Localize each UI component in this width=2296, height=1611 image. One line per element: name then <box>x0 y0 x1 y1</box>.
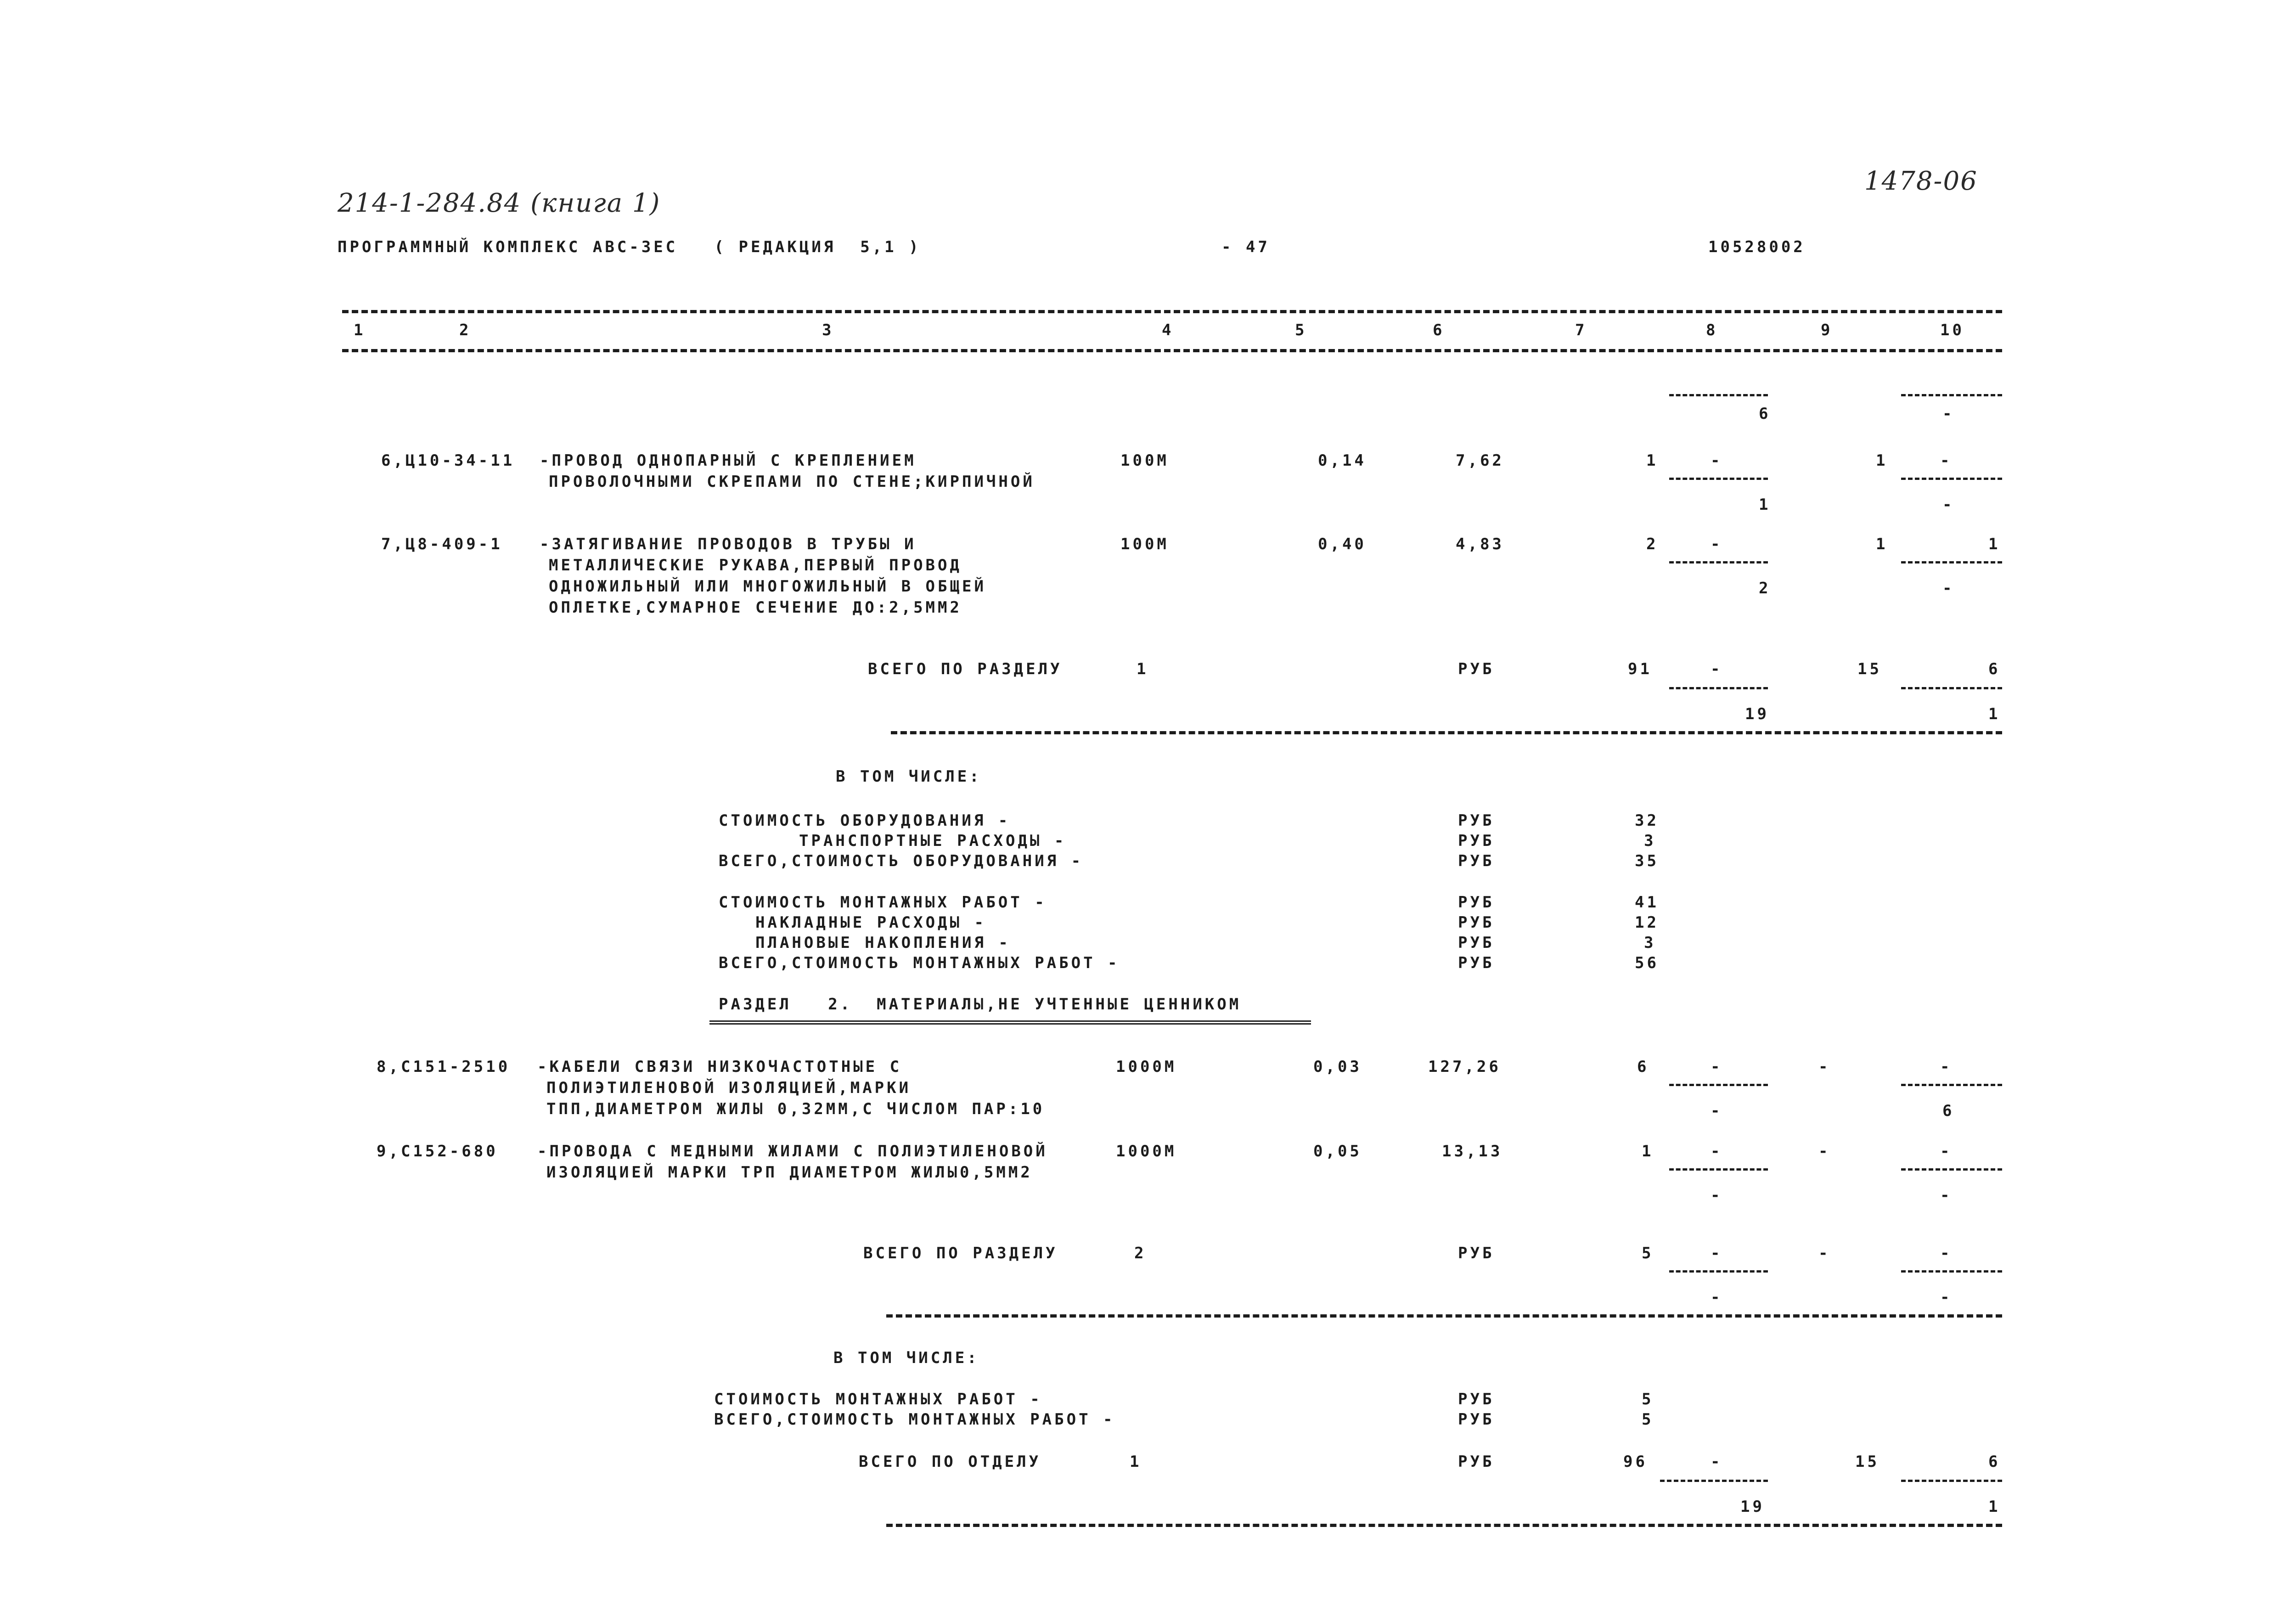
col8-sub-rule <box>1669 478 1768 480</box>
total-col9: 15 <box>1857 660 1882 678</box>
row-col10: 1 <box>1988 535 2001 553</box>
including-unit: РУБ <box>1458 893 1495 912</box>
page-number: - 47 <box>1221 238 1270 256</box>
including-unit: РУБ <box>1458 811 1495 830</box>
total-col10: 6 <box>1988 1453 2001 1471</box>
col10-sub-rule <box>1901 478 2002 480</box>
row-unit: 100М <box>1120 535 1169 553</box>
including-label: СТОИМОСТЬ ОБОРУДОВАНИЯ - <box>719 811 1011 830</box>
including-value: 3 <box>1644 934 1656 952</box>
total-col7: 91 <box>1628 660 1652 678</box>
row-quantity: 0,05 <box>1313 1142 1362 1160</box>
col-header: 7 <box>1575 321 1587 339</box>
total-col4: 1 <box>1137 660 1149 678</box>
total-label: ВСЕГО ПО РАЗДЕЛУ <box>868 660 1063 678</box>
including-label: ВСЕГО,СТОИМОСТЬ МОНТАЖНЫХ РАБОТ - <box>719 954 1120 972</box>
row-col8: - <box>1711 535 1723 553</box>
row-price: 4,83 <box>1456 535 1504 553</box>
total-col8-sub: - <box>1711 1288 1723 1307</box>
row-col8-sub: 1 <box>1759 496 1771 514</box>
row-description: -КАБЕЛИ СВЯЗИ НИЗКОЧАСТОТНЫЕ С <box>537 1058 902 1076</box>
row-col10-sub: - <box>1940 1186 1953 1205</box>
row-description: ОДНОЖИЛЬНЫЙ ИЛИ МНОГОЖИЛЬНЫЙ В ОБЩЕЙ <box>549 577 986 596</box>
row-quantity: 0,14 <box>1318 451 1367 470</box>
including-unit: РУБ <box>1458 832 1495 850</box>
col-header: 2 <box>459 321 472 339</box>
row-col8: - <box>1711 451 1723 470</box>
total-col4: 1 <box>1130 1453 1142 1471</box>
including-value: 5 <box>1642 1390 1654 1408</box>
total-col8: - <box>1711 660 1723 678</box>
col-header: 4 <box>1162 321 1174 339</box>
col10-sub-rule <box>1901 1480 2002 1482</box>
col8-sub-rule <box>1669 1270 1768 1273</box>
row-col10-sub: - <box>1942 496 1955 514</box>
row-description: -ПРОВОД ОДНОПАРНЫЙ С КРЕПЛЕНИЕМ <box>540 451 917 470</box>
including-heading: В ТОМ ЧИСЛЕ: <box>833 1349 979 1367</box>
section-title-underline <box>709 1020 1311 1025</box>
col10-sub-rule <box>1901 1168 2002 1171</box>
total-col8: - <box>1711 1453 1723 1471</box>
row-col7: 6 <box>1637 1058 1649 1076</box>
total-label: ВСЕГО ПО РАЗДЕЛУ <box>863 1244 1058 1262</box>
row-quantity: 0,40 <box>1318 535 1367 553</box>
including-value: 32 <box>1635 811 1659 830</box>
including-label: СТОИМОСТЬ МОНТАЖНЫХ РАБОТ - <box>719 893 1047 912</box>
col8-sub-rule <box>1669 1168 1768 1171</box>
row-col8-sub: 2 <box>1759 579 1771 597</box>
row-number: 7,Ц8-409-1 <box>381 535 503 553</box>
row-col8: - <box>1711 1142 1723 1160</box>
including-unit: РУБ <box>1458 913 1495 932</box>
including-label: ВСЕГО,СТОИМОСТЬ МОНТАЖНЫХ РАБОТ - <box>714 1410 1115 1429</box>
total-col9: - <box>1818 1244 1831 1262</box>
row-price: 13,13 <box>1442 1142 1503 1160</box>
col-header: 3 <box>822 321 834 339</box>
row-col9: - <box>1818 1058 1831 1076</box>
row-col9: - <box>1818 1142 1831 1160</box>
row-number: 6,Ц10-34-11 <box>381 451 515 470</box>
including-value: 56 <box>1635 954 1659 972</box>
total-col9: 15 <box>1855 1453 1880 1471</box>
row-description: ПОЛИЭТИЛЕНОВОЙ ИЗОЛЯЦИЕЙ,МАРКИ <box>546 1079 912 1097</box>
row-description: ПРОВОЛОЧНЫМИ СКРЕПАМИ ПО СТЕНЕ;КИРПИЧНОЙ <box>549 473 1035 491</box>
total-col10-sub: 1 <box>1988 1498 2001 1516</box>
col8-sub-rule <box>1669 561 1768 563</box>
header-top-rule <box>342 310 2002 313</box>
including-unit: РУБ <box>1458 1410 1495 1429</box>
col-header: 5 <box>1295 321 1307 339</box>
row-description: ТПП,ДИАМЕТРОМ ЖИЛЫ 0,32ММ,С ЧИСЛОМ ПАР:10 <box>546 1100 1045 1118</box>
including-value: 41 <box>1635 893 1659 912</box>
total-unit: РУБ <box>1458 1244 1495 1262</box>
row-col7: 1 <box>1646 451 1659 470</box>
total-col8-sub: 19 <box>1740 1498 1765 1516</box>
row-number: 9,С152-680 <box>377 1142 498 1160</box>
section-total-rule <box>886 1314 2002 1318</box>
total-col8: - <box>1711 1244 1723 1262</box>
col8-sub-rule <box>1660 1480 1768 1482</box>
including-unit: РУБ <box>1458 934 1495 952</box>
including-value: 35 <box>1635 852 1659 870</box>
total-unit: РУБ <box>1458 660 1495 678</box>
row-price: 127,26 <box>1428 1058 1501 1076</box>
total-col7: 5 <box>1642 1244 1654 1262</box>
row-col10: - <box>1940 1058 1953 1076</box>
row-description: ИЗОЛЯЦИЕЙ МАРКИ ТРП ДИАМЕТРОМ ЖИЛЫ0,5ММ2 <box>546 1163 1033 1182</box>
col-header: 9 <box>1821 321 1833 339</box>
including-label: ПЛАНОВЫЕ НАКОПЛЕНИЯ - <box>755 934 1011 952</box>
row-col7: 2 <box>1646 535 1659 553</box>
including-label: СТОИМОСТЬ МОНТАЖНЫХ РАБОТ - <box>714 1390 1042 1408</box>
handwritten-reference: 214-1-284.84 (книга 1) <box>338 188 661 218</box>
col8-sub-rule <box>1669 394 1768 396</box>
row-description: -ЗАТЯГИВАНИЕ ПРОВОДОВ В ТРУБЫ И <box>540 535 917 553</box>
header-bottom-rule <box>342 349 2002 352</box>
col-header: 6 <box>1433 321 1445 339</box>
row-col10-sub: - <box>1942 579 1955 597</box>
carry-col10: - <box>1942 405 1955 423</box>
row-number: 8,С151-2510 <box>377 1058 511 1076</box>
including-label: НАКЛАДНЫЕ РАСХОДЫ - <box>755 913 986 932</box>
row-unit: 1000М <box>1116 1058 1177 1076</box>
col8-sub-rule <box>1669 687 1768 689</box>
total-col7: 96 <box>1623 1453 1648 1471</box>
total-col10: 6 <box>1988 660 2001 678</box>
including-value: 5 <box>1642 1410 1654 1429</box>
section-title: РАЗДЕЛ 2. МАТЕРИАЛЫ,НЕ УЧТЕННЫЕ ЦЕННИКОМ <box>719 995 1242 1014</box>
col10-sub-rule <box>1901 561 2002 563</box>
col10-sub-rule <box>1901 394 2002 396</box>
row-unit: 1000М <box>1116 1142 1177 1160</box>
including-label: ВСЕГО,СТОИМОСТЬ ОБОРУДОВАНИЯ - <box>719 852 1084 870</box>
row-col8-sub: - <box>1711 1102 1723 1120</box>
row-quantity: 0,03 <box>1313 1058 1362 1076</box>
including-unit: РУБ <box>1458 1390 1495 1408</box>
total-col10: - <box>1940 1244 1953 1262</box>
col-header: 10 <box>1940 321 1964 339</box>
col-header: 8 <box>1706 321 1718 339</box>
row-col8-sub: - <box>1711 1186 1723 1205</box>
row-description: -ПРОВОДА С МЕДНЫМИ ЖИЛАМИ С ПОЛИЭТИЛЕНОВОЙ <box>537 1142 1048 1160</box>
including-unit: РУБ <box>1458 852 1495 870</box>
total-col8-sub: 19 <box>1745 705 1769 723</box>
col8-sub-rule <box>1669 1084 1768 1086</box>
total-col4: 2 <box>1134 1244 1147 1262</box>
row-col9: 1 <box>1876 451 1888 470</box>
row-col10: - <box>1940 451 1953 470</box>
total-col10-sub: - <box>1940 1288 1953 1307</box>
including-heading: В ТОМ ЧИСЛЕ: <box>836 767 982 786</box>
handwritten-number: 1478-06 <box>1864 166 1978 196</box>
row-price: 7,62 <box>1456 451 1504 470</box>
total-col10-sub: 1 <box>1988 705 2001 723</box>
row-description: МЕТАЛЛИЧЕСКИЕ РУКАВА,ПЕРВЫЙ ПРОВОД <box>549 556 962 575</box>
total-unit: РУБ <box>1458 1453 1495 1471</box>
including-value: 3 <box>1644 832 1656 850</box>
including-unit: РУБ <box>1458 954 1495 972</box>
program-title: ПРОГРАММНЫЙ КОМПЛЕКС АВС-ЗЕС ( РЕДАКЦИЯ 5,1 ) <box>338 238 921 256</box>
col10-sub-rule <box>1901 1270 2002 1273</box>
row-col7: 1 <box>1642 1142 1654 1160</box>
row-description: ОПЛЕТКЕ,СУМАРНОЕ СЕЧЕНИЕ ДО:2,5ММ2 <box>549 598 962 617</box>
col-header: 1 <box>354 321 366 339</box>
row-col8: - <box>1711 1058 1723 1076</box>
department-total-rule <box>886 1524 2002 1527</box>
col10-sub-rule <box>1901 687 2002 689</box>
including-value: 12 <box>1635 913 1659 932</box>
row-col10: - <box>1940 1142 1953 1160</box>
section-total-rule <box>891 731 2002 734</box>
document-code: 10528002 <box>1708 238 1806 256</box>
including-label: ТРАНСПОРТНЫЕ РАСХОДЫ - <box>799 832 1067 850</box>
row-col9: 1 <box>1876 535 1888 553</box>
row-unit: 100М <box>1120 451 1169 470</box>
row-col10-sub: 6 <box>1942 1102 1955 1120</box>
carry-col8: 6 <box>1759 405 1771 423</box>
total-label: ВСЕГО ПО ОТДЕЛУ <box>859 1453 1041 1471</box>
col10-sub-rule <box>1901 1084 2002 1086</box>
